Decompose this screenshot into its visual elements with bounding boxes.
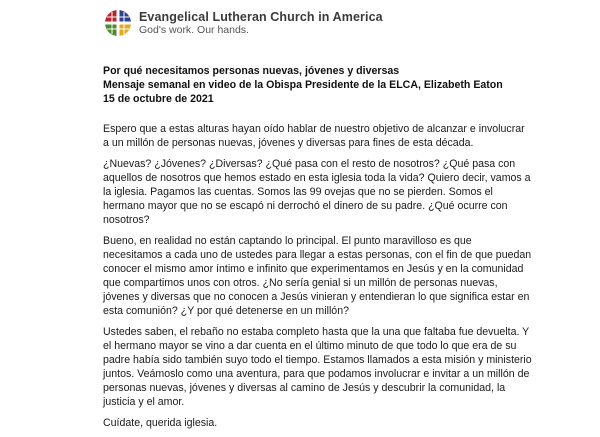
document-subtitle: Mensaje semanal en video de la Obispa Presidente de la ELCA, Elizabeth Eaton (103, 79, 503, 91)
paragraph: ¿Nuevas? ¿Jóvenes? ¿Diversas? ¿Qué pasa con el resto de nosotros? ¿Qué pasa con aquellos de nosotros que hemos estado en esta iglesia toda la vida? Quiero decir, vamos a la iglesia. Pagamos las cuentas. Somos las 99 ovejas que no se pierden. Somos el hermano mayor que no se escapó ni derrochó el dinero de su padre. ¿Qué ocurre con nosotros? (103, 158, 531, 226)
paragraph: Espero que a estas alturas hayan oído hablar de nuestro objetivo de alcanzar e involucrar a un millón de personas nuevas, jóvenes y diversas para fines de esta década. (103, 123, 525, 149)
paragraph: Ustedes saben, el rebaño no estaba completo hasta que la una que faltaba fue devuelta. Y el hermano mayor se vino a dar cuenta en el último minuto de que todo lo que era de su padre había sido también suyo todo el tiempo. Estamos llamados a esta misión y ministerio juntos. Veámoslo como una aventura, para que podamos involucrar e invitar a un millón de personas nuevas, jóvenes y diversas al camino de Jesús y descubrir la comunidad, la justicia y el amor. (103, 326, 532, 408)
org-tagline: God's work. Our hands. (139, 24, 249, 36)
org-name: Evangelical Lutheran Church in America (139, 10, 383, 24)
closing-line: Cuídate, querida iglesia. (103, 417, 218, 429)
document-titles (103, 64, 503, 106)
document-date: 15 de octubre de 2021 (103, 93, 214, 105)
document-header (103, 8, 383, 38)
elca-cross-logo-icon (103, 8, 133, 38)
document-body (103, 122, 533, 437)
paragraph: Bueno, en realidad no están captando lo principal. El punto maravilloso es que necesitamos a cada uno de ustedes para llegar a estas personas, con el fin de que puedan conocer el mismo amor íntimo e infinito que experimentamos en Jesús y en la comunidad que compartimos unos con otros. ¿No sería genial si un millón de personas nuevas, jóvenes y diversas que no conocen a Jesús vinieran y entendieran lo que significa estar en esta comunión? ¿Y por qué detenerse en un millón? (103, 235, 532, 317)
document-title: Por qué necesitamos personas nuevas, jóvenes y diversas (103, 65, 400, 77)
